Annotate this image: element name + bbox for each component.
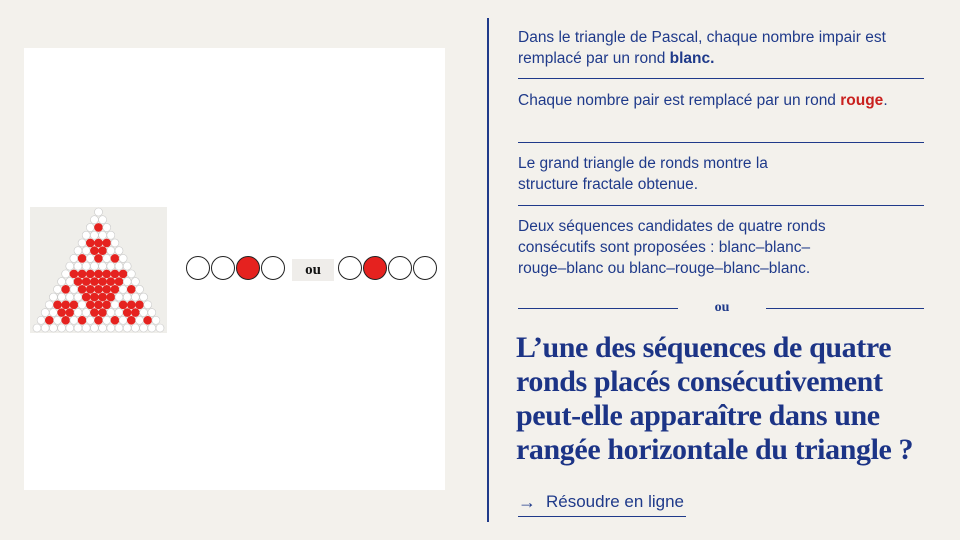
white-circle [70,316,78,324]
white-circle [82,247,90,255]
red-circle [95,239,103,247]
red-circle [62,301,70,309]
red-circle [70,301,78,309]
white-circle [90,216,98,224]
paragraph-even-numbers [518,90,918,111]
red-circle [90,309,98,317]
white-circle [136,316,144,324]
white-circle [119,316,127,324]
white-circle [99,262,107,270]
white-circle [140,293,148,301]
red-circle [127,316,135,324]
circle-4 [413,256,437,280]
white-circle [66,278,74,286]
white-circle [54,285,62,293]
white-circle [140,309,148,317]
white-circle [66,262,74,270]
red-circle [95,285,103,293]
white-circle [70,254,78,262]
red-circle [127,285,135,293]
red-circle [82,278,90,286]
red-circle [131,309,139,317]
white-circle [148,324,156,332]
red-circle [95,254,103,262]
paragraph-odd-numbers [518,27,918,69]
paragraph-text: Le grand triangle de ronds montre la structure fractale obtenue. [518,155,768,193]
red-circle [111,285,119,293]
white-circle [115,262,123,270]
white-circle [58,324,66,332]
white-circle [107,309,115,317]
white-circle [41,309,49,317]
red-circle [86,270,94,278]
white-circle [107,231,115,239]
white-circle [33,324,41,332]
white-circle [123,293,131,301]
circle-3 [388,256,412,280]
red-circle [78,316,86,324]
arrow-right-icon: → [518,491,536,512]
white-circle [119,254,127,262]
white-circle [82,231,90,239]
red-circle [86,239,94,247]
red-circle [66,309,74,317]
paragraph-text: Deux séquences candidates de quatre ronds consécutifs sont proposées : blanc–blanc–rouge–blanc ou blanc–rouge–blanc–blanc. [518,218,826,277]
white-circle [103,223,111,231]
red-circle [115,278,123,286]
red-circle [74,278,82,286]
red-circle [107,278,115,286]
white-circle [131,324,139,332]
white-circle [131,293,139,301]
white-circle [86,223,94,231]
white-circle [49,324,57,332]
circle-2 [211,256,235,280]
pascal-triangle-figure [30,207,167,333]
white-circle [115,324,123,332]
red-circle [90,293,98,301]
white-circle [99,231,107,239]
white-circle [103,254,111,262]
question-heading: L’une des séquences de quatre ronds placés consécutivement peut-elle apparaître dans une rangée horizontale du triangle ? [516,331,914,466]
white-circle [156,324,164,332]
red-circle [86,301,94,309]
highlight-blanc: blanc. [669,50,715,67]
white-circle [49,309,57,317]
circle-1 [338,256,362,280]
illustration-card [24,48,445,490]
red-circle [119,301,127,309]
red-circle [144,316,152,324]
white-circle [111,301,119,309]
white-circle [82,309,90,317]
paragraph-text: Chaque nombre pair est remplacé par un rond [518,92,841,109]
white-circle [103,316,111,324]
white-circle [74,324,82,332]
white-circle [111,239,119,247]
paragraph-fractal [518,153,798,195]
paragraph-suffix: . [883,92,888,109]
white-circle [70,285,78,293]
paragraph-text: Dans le triangle de Pascal, chaque nombre impair est remplacé par un rond [518,29,886,67]
white-circle [58,293,66,301]
white-circle [131,278,139,286]
red-circle [78,254,86,262]
red-circle [90,247,98,255]
white-circle [107,247,115,255]
separator-line-right [766,308,924,309]
red-circle [78,285,86,293]
pascal-mod2-triangle [30,207,167,333]
white-circle [41,324,49,332]
white-circle [136,285,144,293]
white-circle [74,293,82,301]
red-circle [78,270,86,278]
sequence-separator: ou [292,259,334,281]
red-circle [103,285,111,293]
vertical-divider [487,18,489,522]
white-circle [62,270,70,278]
white-circle [95,208,103,216]
solve-online-link[interactable] [518,488,686,517]
white-circle [115,247,123,255]
white-circle [86,316,94,324]
circle-1 [186,256,210,280]
red-circle [99,247,107,255]
red-circle [95,301,103,309]
red-circle [54,301,62,309]
white-circle [107,262,115,270]
red-circle [45,316,53,324]
white-circle [90,231,98,239]
white-circle [45,301,53,309]
white-circle [54,316,62,324]
white-circle [107,324,115,332]
white-circle [123,324,131,332]
red-circle [111,316,119,324]
red-circle [107,293,115,301]
white-circle [90,262,98,270]
red-circle [62,316,70,324]
circle-3 [236,256,260,280]
white-circle [99,216,107,224]
white-circle [148,309,156,317]
section-separator [518,298,924,318]
white-circle [78,301,86,309]
separator-label: ou [714,300,730,315]
red-circle [82,293,90,301]
white-circle [58,278,66,286]
red-circle [127,301,135,309]
red-circle [103,301,111,309]
white-circle [127,270,135,278]
red-circle [123,309,131,317]
red-circle [58,309,66,317]
white-circle [49,293,57,301]
white-circle [123,278,131,286]
highlight-rouge: rouge [840,92,884,109]
white-circle [37,316,45,324]
white-circle [86,254,94,262]
red-circle [62,285,70,293]
horizontal-rule [518,205,924,206]
red-circle [99,309,107,317]
white-circle [140,324,148,332]
white-circle [82,262,90,270]
white-circle [119,285,127,293]
red-circle [103,239,111,247]
paragraph-sequences [518,216,858,279]
red-circle [95,270,103,278]
circle-2 [363,256,387,280]
red-circle [103,270,111,278]
separator-line-left [518,308,678,309]
white-circle [90,324,98,332]
white-circle [123,262,131,270]
white-circle [99,324,107,332]
red-circle [86,285,94,293]
red-circle [70,270,78,278]
white-circle [152,316,160,324]
horizontal-rule [518,78,924,79]
red-circle [111,270,119,278]
horizontal-rule [518,142,924,143]
white-circle [115,293,123,301]
red-circle [99,293,107,301]
white-circle [74,309,82,317]
white-circle [144,301,152,309]
white-circle [115,309,123,317]
red-circle [95,223,103,231]
red-circle [136,301,144,309]
red-circle [95,316,103,324]
solve-online-label: Résoudre en ligne [546,492,684,511]
red-circle [99,278,107,286]
red-circle [111,254,119,262]
red-circle [90,278,98,286]
white-circle [78,239,86,247]
white-circle [66,324,74,332]
white-circle [82,324,90,332]
circle-4 [261,256,285,280]
red-circle [119,270,127,278]
white-circle [74,262,82,270]
white-circle [66,293,74,301]
white-circle [74,247,82,255]
